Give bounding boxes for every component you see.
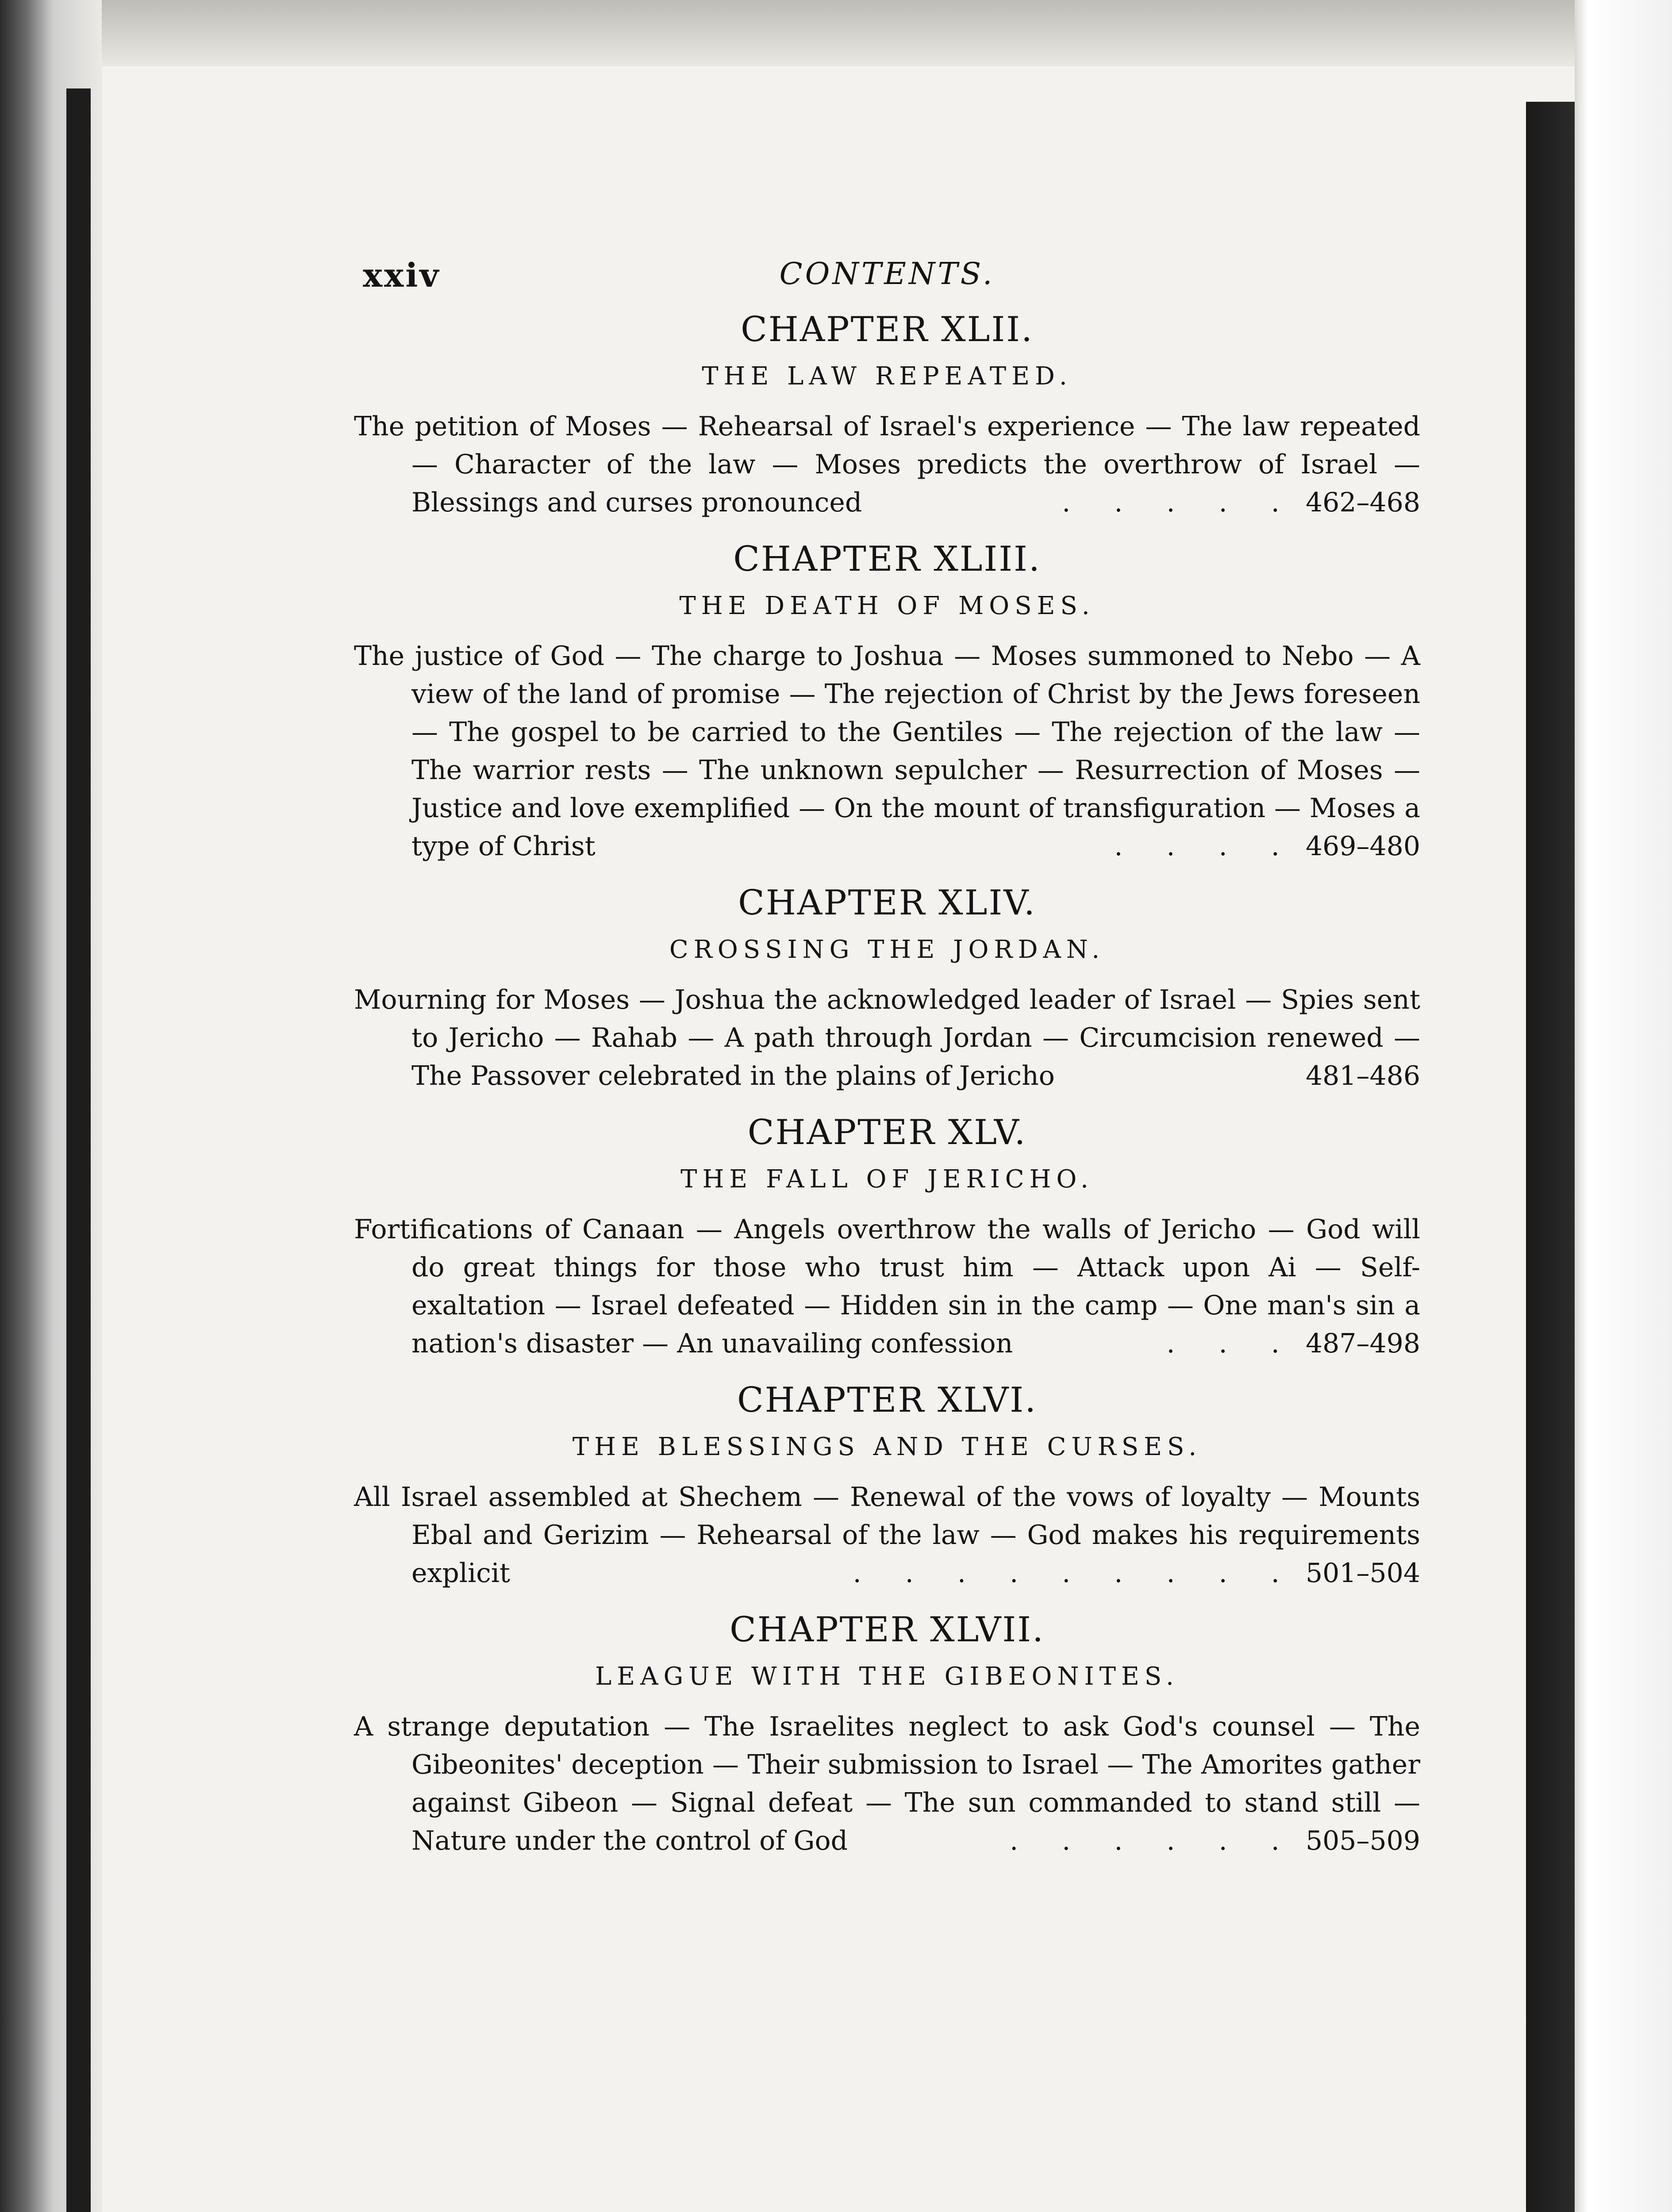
chapter-summary — [354, 1478, 1420, 1592]
page-range-group — [1062, 484, 1420, 522]
summary-text: A strange deputation — The Israelites neglect to ask God's counsel — The Gibeonites' deception — Their submission to Israel — The Amorites gather against Gibeon — Signal defeat — The sun commanded to stand still — Nature under the control of God — [354, 1711, 1420, 1856]
page-range-group — [1166, 1325, 1421, 1363]
scan-edge-top — [0, 0, 1672, 66]
chapter-title: THE DEATH OF MOSES. — [679, 591, 1095, 620]
chapter-summary — [354, 407, 1420, 522]
scan-binding-shadow-right — [1526, 102, 1575, 2212]
chapter-title: THE BLESSINGS AND THE CURSES. — [572, 1432, 1202, 1461]
chapter-summary — [354, 1708, 1420, 1860]
contents-page — [354, 248, 1420, 1878]
chapter-title: LEAGUE WITH THE GIBEONITES. — [595, 1662, 1179, 1691]
page-range-group — [853, 1554, 1420, 1592]
chapter-entry — [354, 1380, 1420, 1592]
chapter-number: CHAPTER XLII. — [741, 310, 1034, 349]
chapter-number: CHAPTER XLV. — [747, 1113, 1027, 1152]
page-header — [354, 248, 1420, 296]
chapter-number: CHAPTER XLIII. — [733, 539, 1041, 579]
chapter-title: THE LAW REPEATED. — [702, 362, 1072, 391]
scan-edge-right — [1575, 0, 1672, 2212]
summary-text: The petition of Moses — Rehearsal of Israel's experience — The law repeated — Character of the law — Moses predicts the overthrow of Israel — Blessings and curses pronounced — [354, 411, 1420, 518]
chapter-entry — [354, 1113, 1420, 1363]
leader-dots: . . . — [1166, 1328, 1297, 1359]
leader-dots: . . . . . . — [1010, 1825, 1297, 1856]
scan-binding-shadow-left — [66, 88, 91, 2212]
leader-dots: . . . . . — [1062, 487, 1297, 518]
page-range: 469–480 — [1305, 831, 1420, 862]
chapter-title: CROSSING THE JORDAN. — [669, 935, 1105, 964]
page-range: 487–498 — [1305, 1328, 1420, 1359]
leader-dots: . . . . — [1114, 831, 1297, 862]
page-range: 505–509 — [1305, 1825, 1420, 1856]
summary-text: The justice of God — The charge to Joshua — Moses summoned to Nebo — A view of the land of promise — The rejection of Christ by the Jews foreseen — The gospel to be carried to the Gentiles — The rejection of the law — The warrior rests — The unknown sepulcher — Resurrection of Moses — Justice and love exemplified — On the mount of transfiguration — Moses a type of Christ — [354, 641, 1420, 862]
chapter-number: CHAPTER XLVII. — [730, 1610, 1045, 1650]
chapter-number: CHAPTER XLVI. — [737, 1380, 1037, 1420]
chapter-summary — [354, 637, 1420, 865]
leader-dots: . . . . . . . . . — [853, 1558, 1297, 1589]
summary-text: Mourning for Moses — Joshua the acknowledged leader of Israel — Spies sent to Jericho — Rahab — A path through Jordan — Circumcision renewed — The Passover celebrated in the plains of Jericho — [354, 984, 1420, 1091]
chapter-entry — [354, 883, 1420, 1095]
page-range-group — [1010, 1822, 1420, 1860]
page-range: 501–504 — [1305, 1558, 1420, 1589]
summary-text: Fortifications of Canaan — Angels overthrow the walls of Jericho — God will do great things for those who trust him — Attack upon Ai — Self-exaltation — Israel defeated — Hidden sin in the camp — One man's sin a nation's disaster — An unavailing confession — [354, 1214, 1420, 1359]
page-range-group — [1305, 1057, 1420, 1095]
chapter-entry — [354, 310, 1420, 522]
chapter-entry — [354, 1610, 1420, 1860]
running-head: CONTENTS. — [779, 257, 995, 292]
chapter-title: THE FALL OF JERICHO. — [680, 1165, 1094, 1194]
chapter-entry — [354, 539, 1420, 865]
page-range: 481–486 — [1305, 1060, 1420, 1091]
chapter-summary — [354, 1210, 1420, 1363]
chapter-number: CHAPTER XLIV. — [738, 883, 1036, 923]
chapter-summary — [354, 981, 1420, 1095]
page-range: 462–468 — [1305, 487, 1420, 518]
page-number: xxiv — [363, 257, 441, 295]
summary-text: All Israel assembled at Shechem — Renewal of the vows of loyalty — Mounts Ebal and Gerizim — Rehearsal of the law — God makes his requirements explicit — [354, 1482, 1420, 1589]
page-range-group — [1114, 827, 1420, 865]
